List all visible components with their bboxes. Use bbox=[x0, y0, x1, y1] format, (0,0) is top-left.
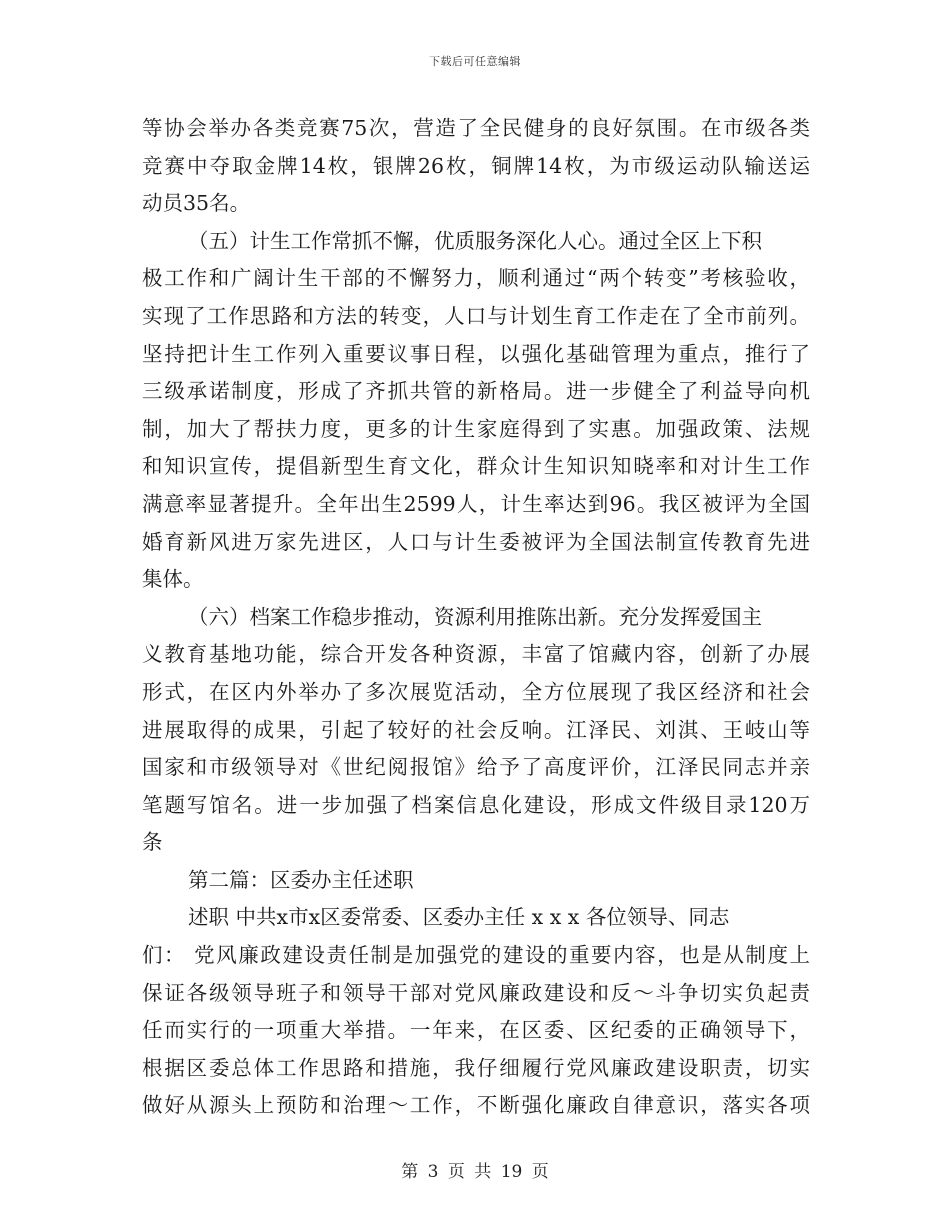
body-line: 国家和市级领导对《世纪阅报馆》给予了高度评价，江泽民同志并亲 bbox=[142, 755, 810, 780]
body-line: 形式，在区内外举办了多次展览活动，全方位展现了我区经济和社会 bbox=[142, 679, 810, 704]
section-heading-line: （五）计生工作常抓不懈，优质服务深化人心。通过全区上下积 bbox=[188, 228, 762, 253]
body-line: 动员35名。 bbox=[142, 191, 251, 216]
body-line: 述职 中共x市x区委常委、区委办主任 x x x 各位领导、同志 bbox=[188, 905, 730, 930]
body-line: 根据区委总体工作思路和措施，我仔细履行党风廉政建设职责，切实 bbox=[142, 1055, 810, 1080]
body-line: 和知识宣传，提倡新型生育文化，群众计生知识知晓率和对计生工作 bbox=[142, 454, 810, 479]
body-line: 保证各级领导班子和领导干部对党风廉政建设和反～斗争切实负起责 bbox=[142, 980, 810, 1005]
body-line: 婚育新风进万家先进区，人口与计生委被评为全国法制宣传教育先进 bbox=[142, 529, 810, 554]
body-line: 坚持把计生工作列入重要议事日程，以强化基础管理为重点，推行了 bbox=[142, 341, 810, 366]
chapter-title: 第二篇：区委办主任述职 bbox=[188, 867, 414, 892]
body-line: 条 bbox=[142, 830, 163, 855]
section-heading-line: （六）档案工作稳步推动，资源利用推陈出新。充分发挥爱国主 bbox=[188, 604, 762, 629]
document-body bbox=[142, 110, 810, 1125]
body-line: 做好从源头上预防和治理～工作，不断强化廉政自律意识，落实各项 bbox=[142, 1093, 810, 1118]
body-line: 满意率显著提升。全年出生2599人，计生率达到96。我区被评为全国 bbox=[142, 491, 810, 516]
body-line: 制，加大了帮扶力度，更多的计生家庭得到了实惠。加强政策、法规 bbox=[142, 416, 810, 441]
body-line: 任而实行的一项重大举措。一年来，在区委、区纪委的正确领导下， bbox=[142, 1018, 810, 1043]
body-line: 竞赛中夺取金牌14枚，银牌26枚，铜牌14枚，为市级运动队输送运 bbox=[142, 153, 810, 178]
body-line: 们： 党风廉政建设责任制是加强党的建设的重要内容，也是从制度上 bbox=[142, 943, 810, 968]
body-line: 等协会举办各类竞赛75次，营造了全民健身的良好氛围。在市级各类 bbox=[142, 116, 810, 140]
body-line: 笔题写馆名。进一步加强了档案信息化建设，形成文件级目录120万 bbox=[142, 792, 810, 817]
header-note: 下载后可任意编辑 bbox=[429, 55, 521, 68]
body-line: 集体。 bbox=[142, 567, 204, 592]
body-line: 实现了工作思路和方法的转变，人口与计划生育工作走在了全市前列。 bbox=[142, 303, 810, 328]
body-line: 进展取得的成果，引起了较好的社会反响。江泽民、刘淇、王岐山等 bbox=[142, 717, 810, 742]
body-line: 义教育基地功能，综合开发各种资源，丰富了馆藏内容，创新了办展 bbox=[142, 642, 810, 667]
body-line: 三级承诺制度，形成了齐抓共管的新格局。进一步健全了利益导向机 bbox=[142, 379, 810, 404]
body-line: 极工作和广阔计生干部的不懈努力，顺利通过“两个转变”考核验收， bbox=[142, 266, 810, 291]
page-number-footer: 第 3 页 共 19 页 bbox=[401, 1162, 549, 1182]
